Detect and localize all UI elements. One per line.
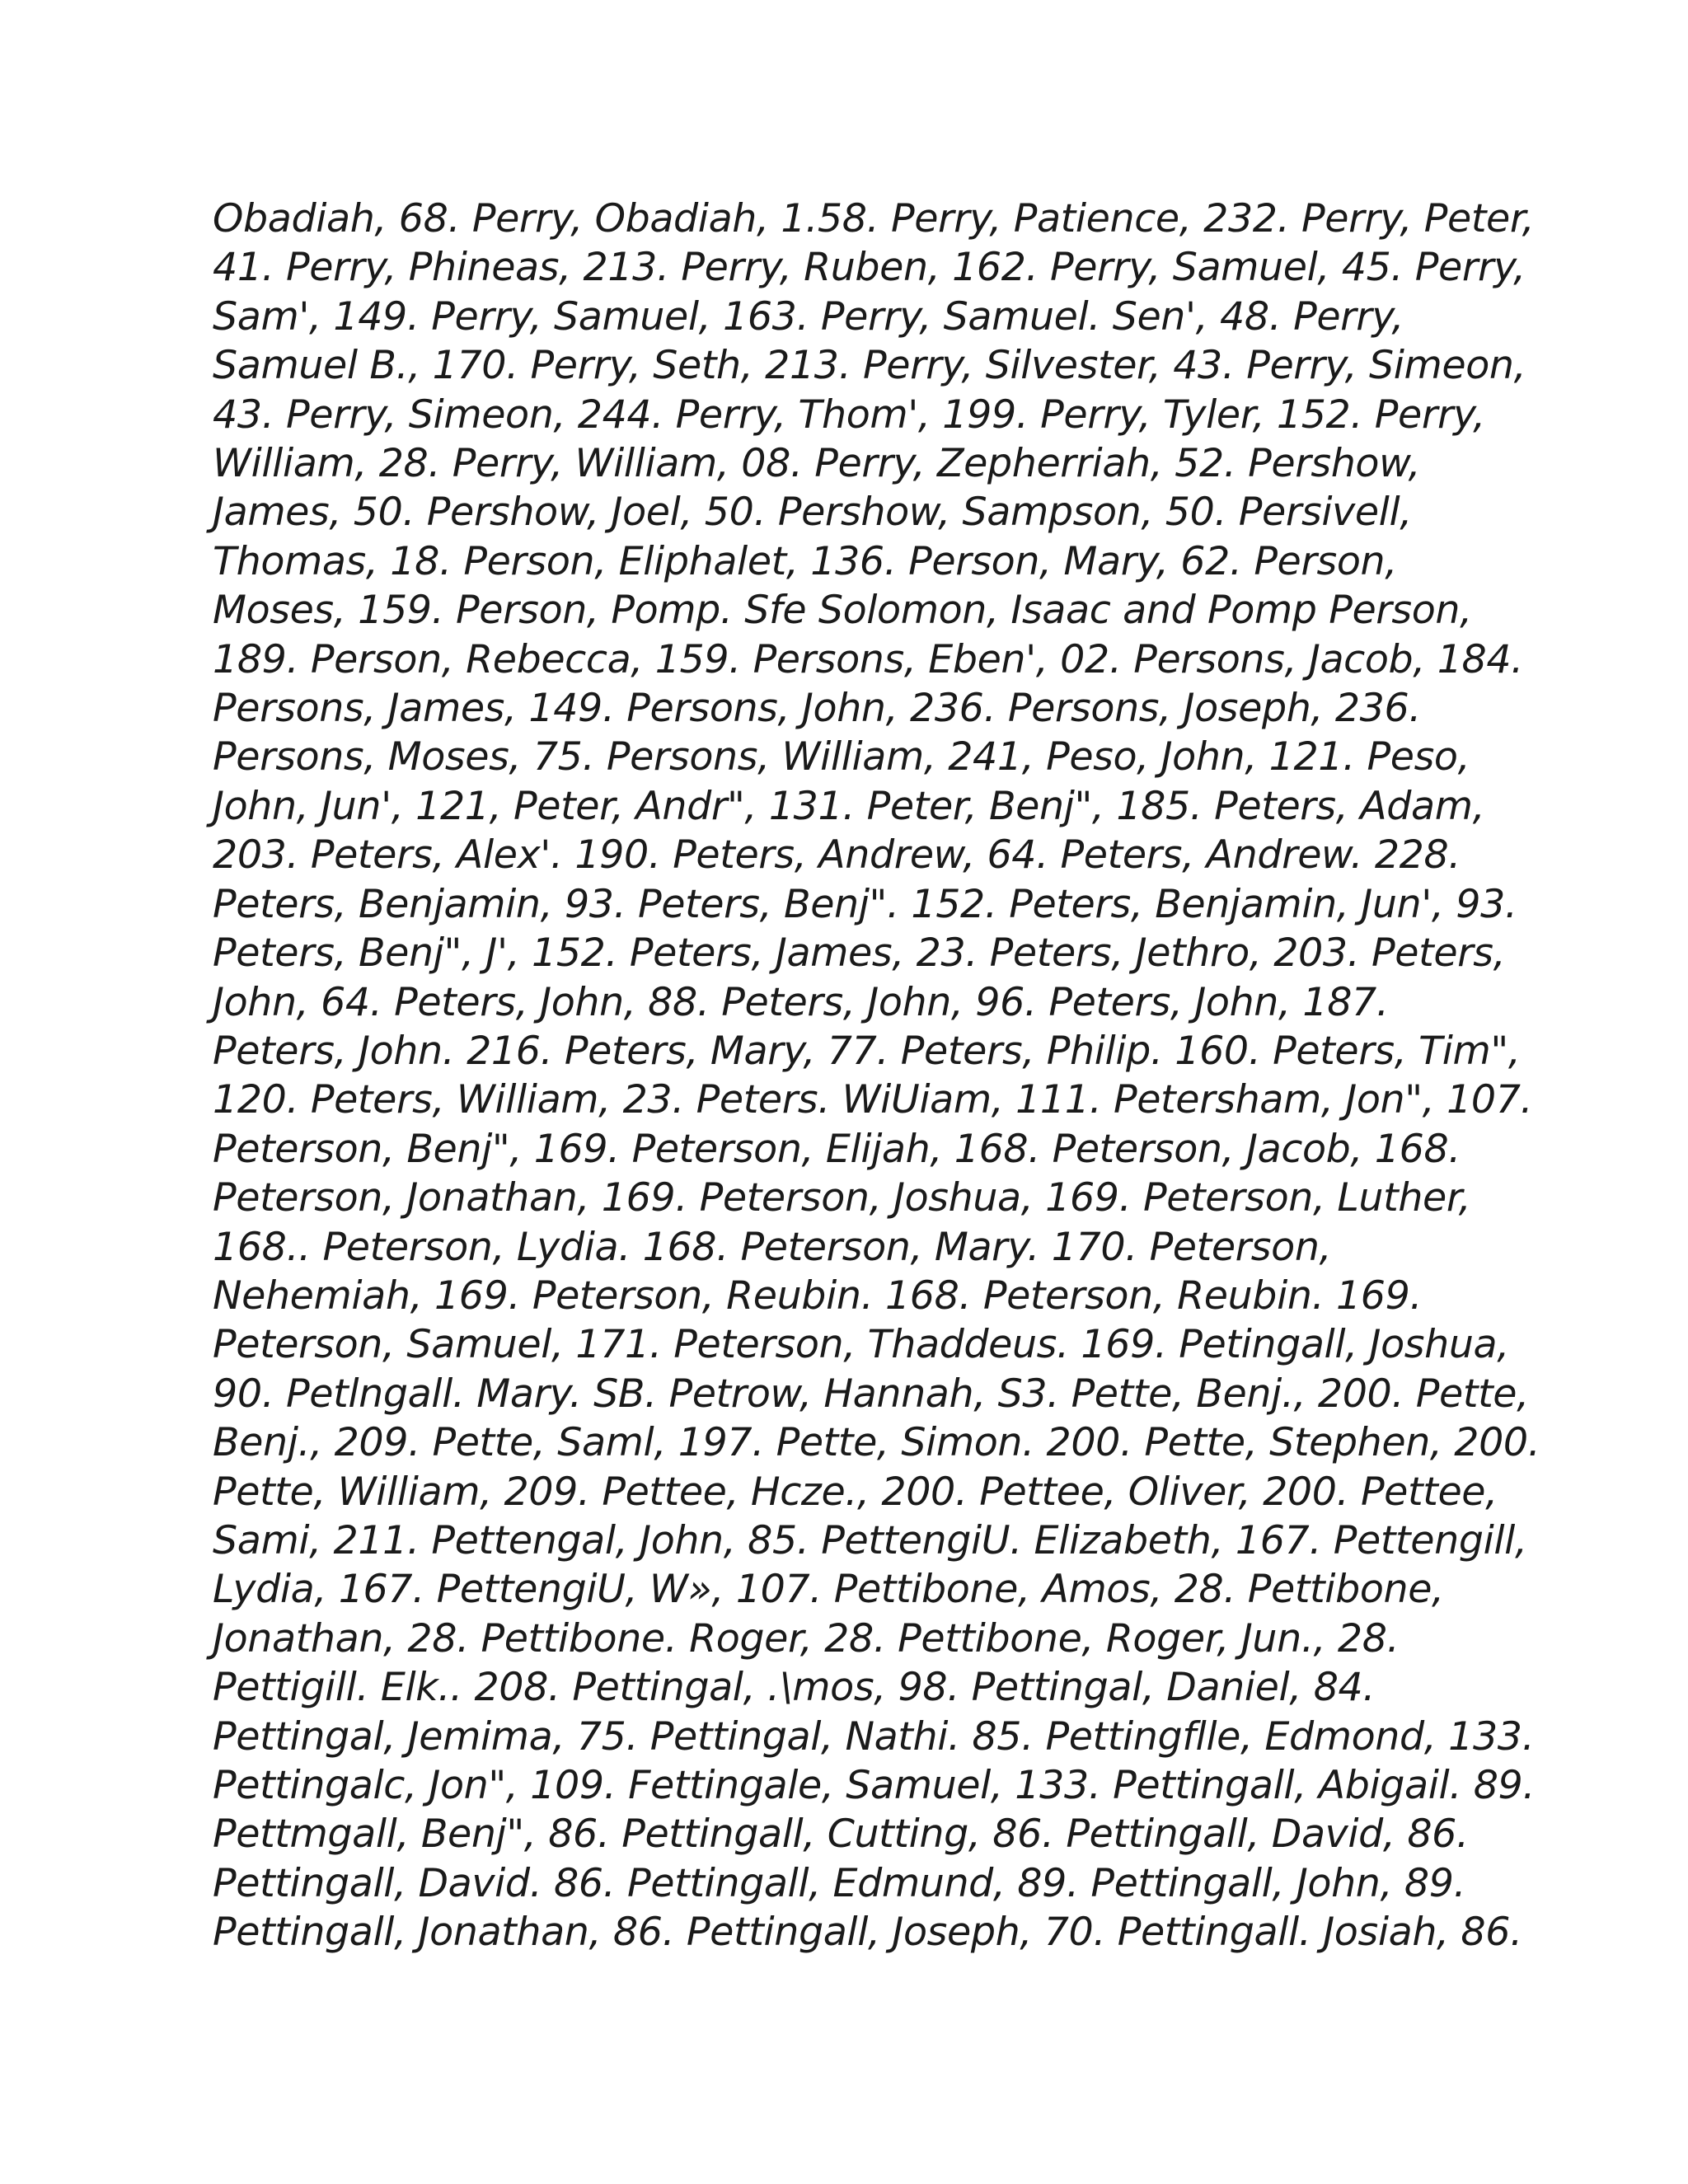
text-line: Obadiah, 68. Perry, Obadiah, 1.58. Perry, Patience, 232. Perry, Peter, (213, 196, 1535, 241)
text-line: 120. Peters, William, 23. Peters. WiUiam, 111. Petersham, Jon", 107. (213, 1077, 1533, 1123)
text-line: Nehemiah, 169. Peterson, Reubin. 168. Peterson, Reubin. 169. (213, 1272, 1423, 1319)
text-line: 189. Person, Rebecca, 159. Persons, Eben', 02. Persons, Jacob, 184. (213, 636, 1523, 682)
text-line: Peters, John. 216. Peters, Mary, 77. Peters, Philip. 160. Peters, Tim", (213, 1028, 1521, 1074)
text-line: Pette, William, 209. Pettee, Hcze., 200. Pettee, Oliver, 200. Pettee, (213, 1469, 1498, 1515)
text-line: Pettingalc, Jon", 109. Fettingale, Samuel, 133. Pettingall, Abigail. 89. (213, 1763, 1536, 1808)
text-line: Peterson, Jonathan, 169. Peterson, Joshua, 169. Peterson, Luther, (213, 1175, 1471, 1221)
text-line: Sami, 211. Pettengal, John, 85. PettengiU. Elizabeth, 167. Pettengill, (213, 1517, 1527, 1563)
text-line: John, 64. Peters, John, 88. Peters, John, 96. Peters, John, 187. (213, 979, 1389, 1025)
text-line: 90. Petlngall. Mary. SB. Petrow, Hannah, S3. Pette, Benj., 200. Pette, (213, 1371, 1529, 1417)
text-line: John, Jun', 121, Peter, Andr", 131. Peter, Benj", 185. Peters, Adam, (213, 783, 1485, 829)
text-line: Pettigill. Elk.. 208. Pettingal, .\mos, 98. Pettingal, Daniel, 84. (213, 1665, 1376, 1711)
text-line: Sam', 149. Perry, Samuel, 163. Perry, Samuel. Sen', 48. Perry, (213, 293, 1404, 340)
index-text-block (213, 194, 1540, 1957)
text-line: 203. Peters, Alex'. 190. Peters, Andrew, 64. Peters, Andrew. 228. (213, 832, 1461, 879)
text-line: Pettmgall, Benj", 86. Pettingall, Cutting, 86. Pettingall, David, 86. (213, 1811, 1469, 1858)
text-line: 168.. Peterson, Lydia. 168. Peterson, Mary. 170. Peterson, (213, 1224, 1332, 1270)
text-line: Benj., 209. Pette, Saml, 197. Pette, Simon. 200. Pette, Stephen, 200. (213, 1420, 1540, 1466)
text-line: Peters, Benjamin, 93. Peters, Benj". 152. Peters, Benjamin, Jun', 93. (213, 881, 1517, 927)
text-line: Pettingall, Jonathan, 86. Pettingall, Joseph, 70. Pettingall. Josiah, 86. (213, 1910, 1522, 1956)
text-line: 43. Perry, Simeon, 244. Perry, Thom', 199. Perry, Tyler, 152. Perry, (213, 391, 1485, 438)
text-line: Pettingal, Jemima, 75. Pettingal, Nathi. 85. Pettingflle, Edmond, 133. (213, 1713, 1535, 1760)
text-line: Moses, 159. Person, Pomp. Sfe Solomon, Isaac and Pomp Person, (213, 588, 1472, 634)
text-line: Persons, James, 149. Persons, John, 236. Persons, Joseph, 236. (213, 686, 1421, 732)
text-line: Persons, Moses, 75. Persons, William, 241, Peso, John, 121. Peso, (213, 734, 1470, 780)
text-line: Peters, Benj", J', 152. Peters, James, 23. Peters, Jethro, 203. Peters, (213, 930, 1506, 977)
text-line: Samuel B., 170. Perry, Seth, 213. Perry, Silvester, 43. Perry, Simeon, (213, 343, 1526, 389)
text-line: Jonathan, 28. Pettibone. Roger, 28. Pettibone, Roger, Jun., 28. (213, 1615, 1400, 1661)
text-line: Lydia, 167. PettengiU, W», 107. Pettibone, Amos, 28. Pettibone, (213, 1567, 1444, 1613)
text-line: Peterson, Benj", 169. Peterson, Elijah, 168. Peterson, Jacob, 168. (213, 1126, 1461, 1172)
text-line: Peterson, Samuel, 171. Peterson, Thaddeus. 169. Petingall, Joshua, (213, 1322, 1509, 1368)
text-line: Pettingall, David. 86. Pettingall, Edmund, 89. Pettingall, John, 89. (213, 1860, 1466, 1906)
text-line: William, 28. Perry, William, 08. Perry, Zepherriah, 52. Pershow, (213, 441, 1421, 487)
text-line: James, 50. Pershow, Joel, 50. Pershow, Sampson, 50. Persivell, (213, 490, 1412, 536)
text-line: Thomas, 18. Person, Eliphalet, 136. Person, Mary, 62. Person, (213, 538, 1397, 584)
text-line: 41. Perry, Phineas, 213. Perry, Ruben, 162. Perry, Samuel, 45. Perry, (213, 245, 1526, 291)
